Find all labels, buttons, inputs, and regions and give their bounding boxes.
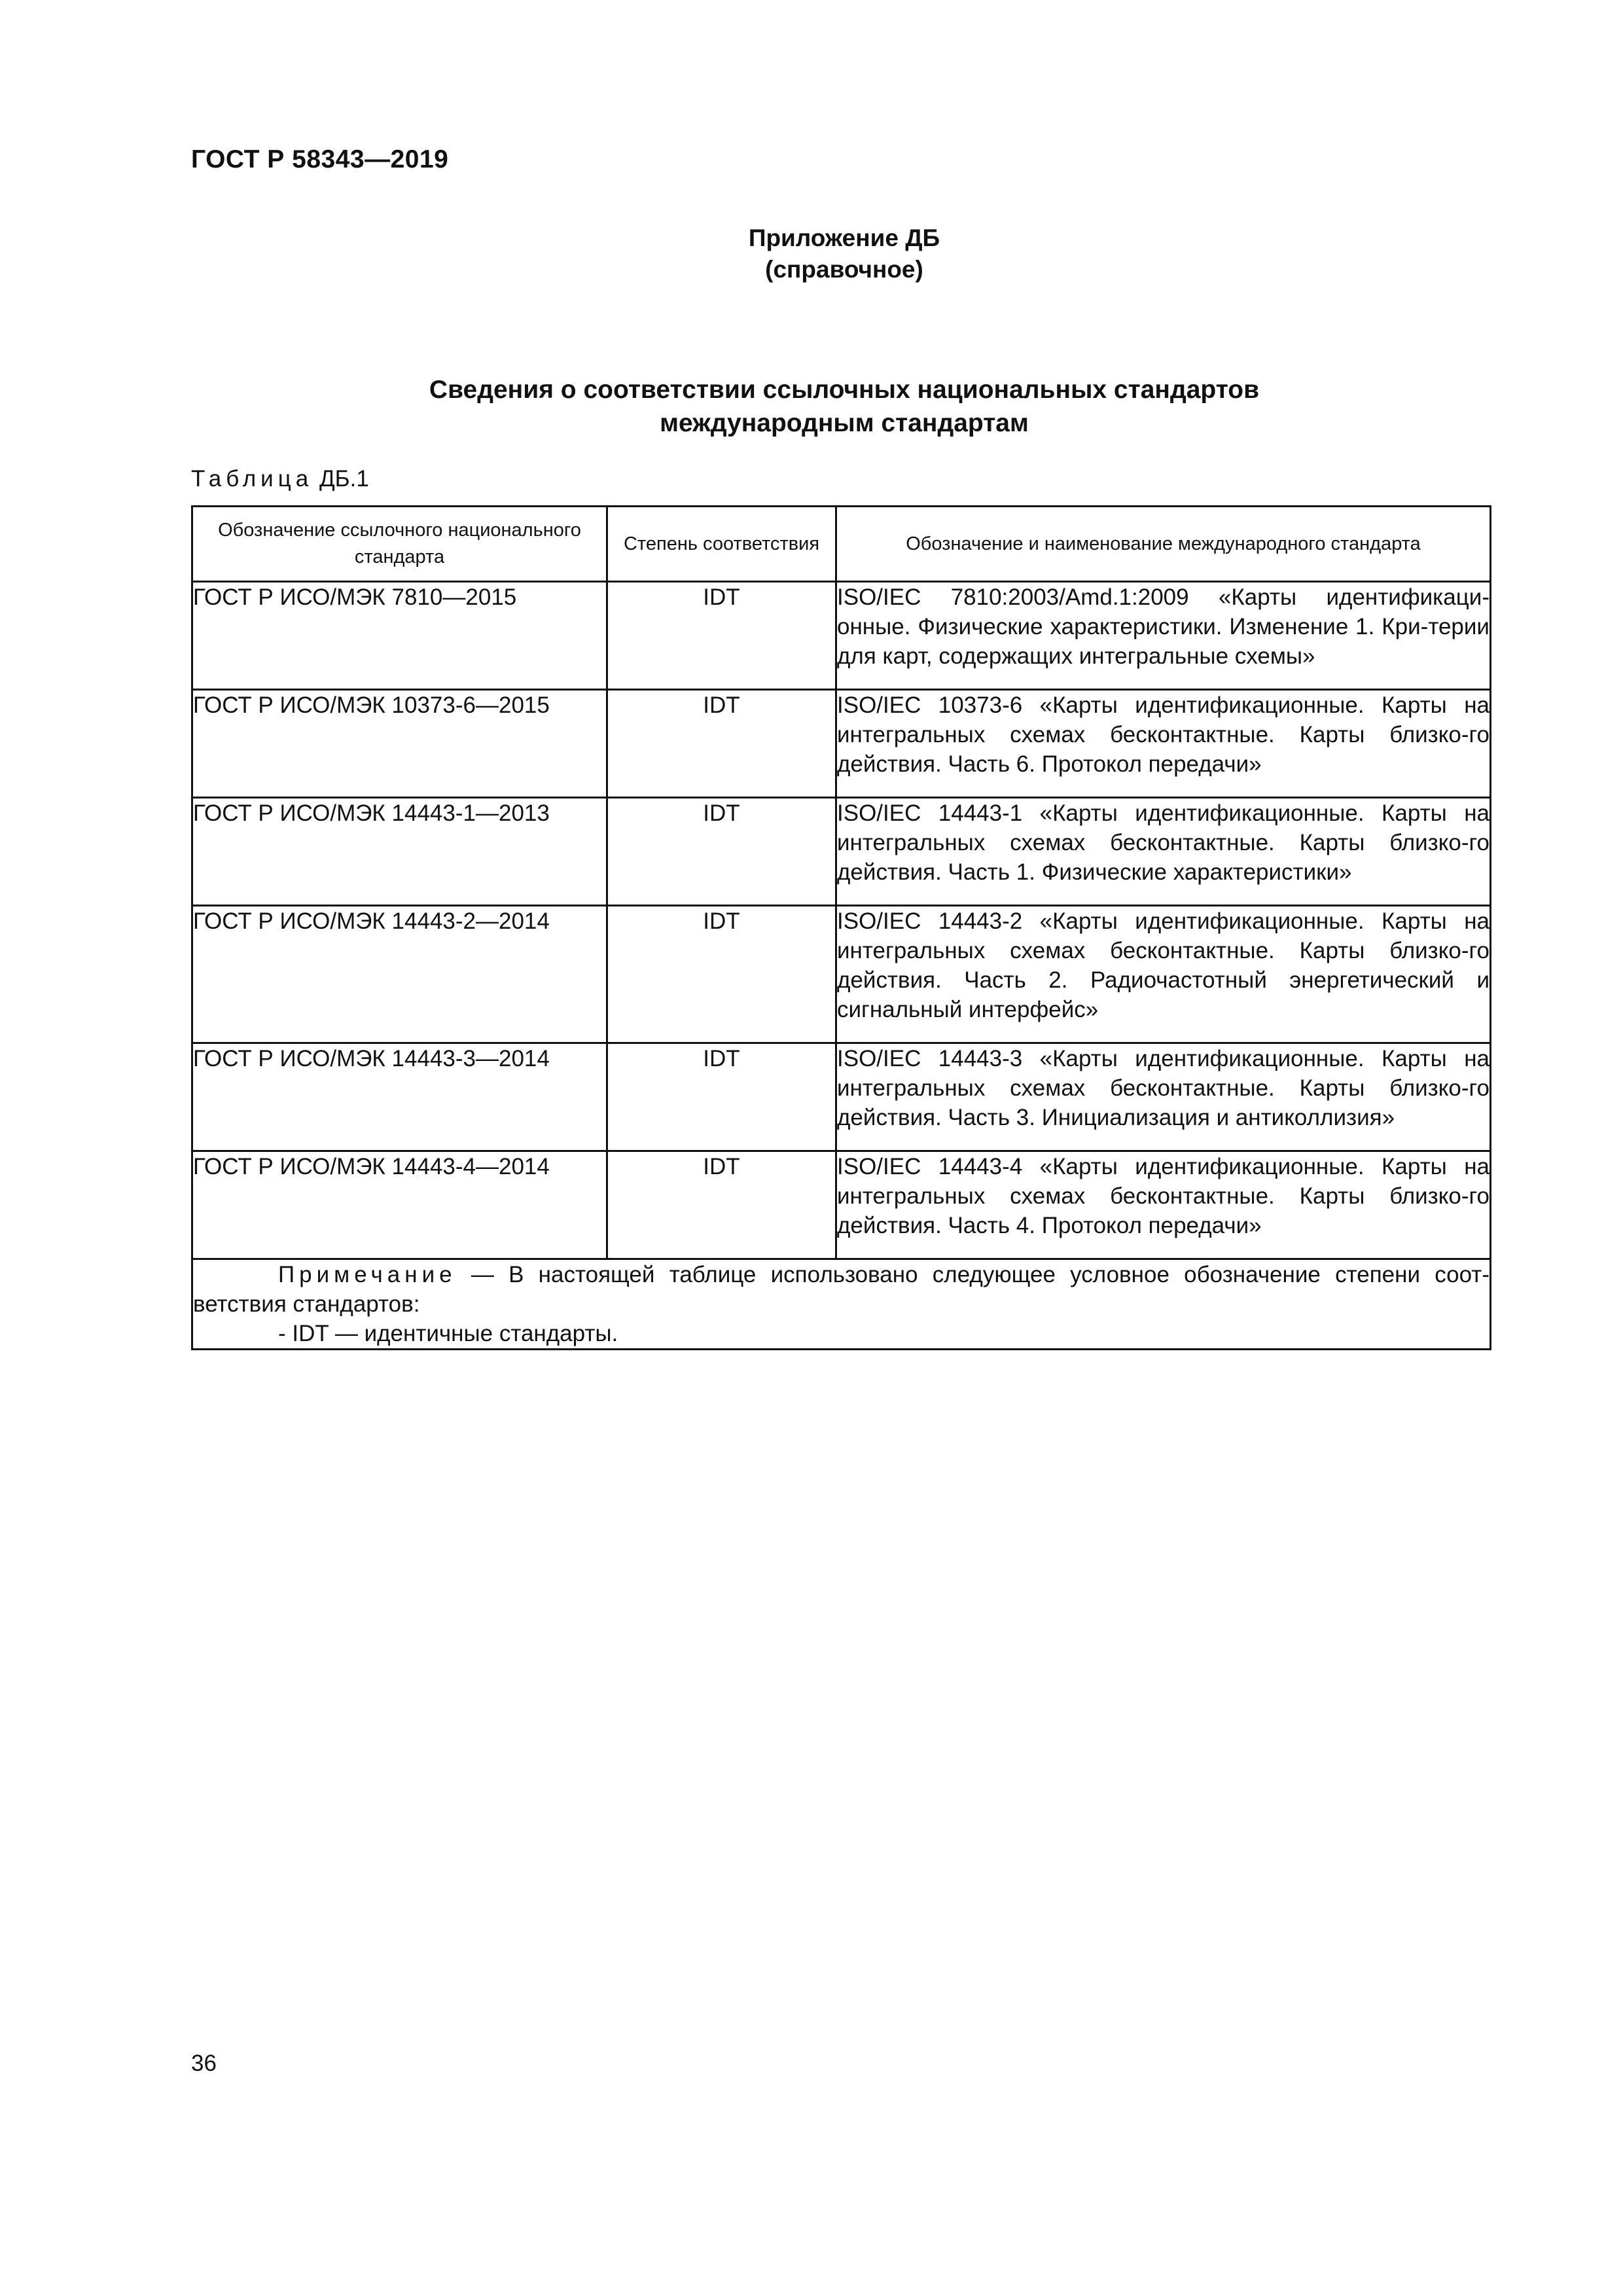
table-note <box>192 1259 1491 1350</box>
national-standard-cell: ГОСТ Р ИСО/МЭК 7810—2015 <box>192 582 607 690</box>
international-standard-cell: ISO/IEC 14443-2 «Карты идентификационные. Карты на интегральных схемах бесконтактные. Карты близко-го действия. Часть 2. Радиочастотный энергетический и сигнальный интерфейс» <box>836 906 1491 1043</box>
table-row <box>192 1151 1491 1259</box>
table-row <box>192 1043 1491 1151</box>
international-standard-cell: ISO/IEC 7810:2003/Amd.1:2009 «Карты идентификаци-онные. Физические характеристики. Изменение 1. Кри-терии для карт, содержащих интегральные схемы» <box>836 582 1491 690</box>
column-header-degree: Степень соответствия <box>607 507 836 582</box>
note-paragraph <box>193 1260 1489 1319</box>
section-title <box>0 373 1623 440</box>
national-standard-cell: ГОСТ Р ИСО/МЭК 14443-2—2014 <box>192 906 607 1043</box>
degree-cell: IDT <box>607 582 836 690</box>
note-list-item: - IDT — идентичные стандарты. <box>278 1321 618 1346</box>
section-title-line-2: международным стандартам <box>660 409 1029 437</box>
document-designation: ГОСТ Р 58343—2019 <box>191 145 449 173</box>
table-header-row <box>192 507 1491 582</box>
degree-cell: IDT <box>607 1151 836 1259</box>
international-standard-cell: ISO/IEC 10373-6 «Карты идентификационные. Карты на интегральных схемах бесконтактные. Карты близко-го действия. Часть 6. Протокол передачи» <box>836 690 1491 798</box>
degree-cell: IDT <box>607 1043 836 1151</box>
table-caption-number: ДБ.1 <box>319 466 369 492</box>
appendix-title: Приложение ДБ <box>748 224 940 251</box>
international-standard-cell: ISO/IEC 14443-4 «Карты идентификационные. Карты на интегральных схемах бесконтактные. Карты близко-го действия. Часть 4. Протокол передачи» <box>836 1151 1491 1259</box>
column-header-international: Обозначение и наименование международного стандарта <box>836 507 1491 582</box>
national-standard-cell: ГОСТ Р ИСО/МЭК 14443-3—2014 <box>192 1043 607 1151</box>
national-standard-cell: ГОСТ Р ИСО/МЭК 14443-4—2014 <box>192 1151 607 1259</box>
table-caption-label: Таблица <box>191 466 313 492</box>
degree-cell: IDT <box>607 798 836 906</box>
section-title-line-1: Сведения о соответствии ссылочных национальных стандартов <box>429 376 1260 404</box>
table-caption <box>191 466 369 492</box>
note-text: — В настоящей таблице использовано следующее условное обозначение степени соот-ветствия стандартов: <box>193 1262 1489 1317</box>
correspondence-table <box>191 505 1491 1350</box>
table-row <box>192 798 1491 906</box>
international-standard-cell: ISO/IEC 14443-1 «Карты идентификационные. Карты на интегральных схемах бесконтактные. Карты близко-го действия. Часть 1. Физические характеристики» <box>836 798 1491 906</box>
column-header-national: Обозначение ссылочного национального стандарта <box>192 507 607 582</box>
page-number: 36 <box>191 2051 217 2076</box>
note-label: Примечание <box>278 1262 457 1287</box>
table-row <box>192 906 1491 1043</box>
degree-cell: IDT <box>607 690 836 798</box>
appendix-heading <box>0 223 1623 285</box>
table-row <box>192 582 1491 690</box>
appendix-subtitle: (справочное) <box>765 256 923 283</box>
table-note-row <box>192 1259 1491 1350</box>
national-standard-cell: ГОСТ Р ИСО/МЭК 10373-6—2015 <box>192 690 607 798</box>
international-standard-cell: ISO/IEC 14443-3 «Карты идентификационные. Карты на интегральных схемах бесконтактные. Карты близко-го действия. Часть 3. Инициализация и антиколлизия» <box>836 1043 1491 1151</box>
national-standard-cell: ГОСТ Р ИСО/МЭК 14443-1—2013 <box>192 798 607 906</box>
table-row <box>192 690 1491 798</box>
degree-cell: IDT <box>607 906 836 1043</box>
